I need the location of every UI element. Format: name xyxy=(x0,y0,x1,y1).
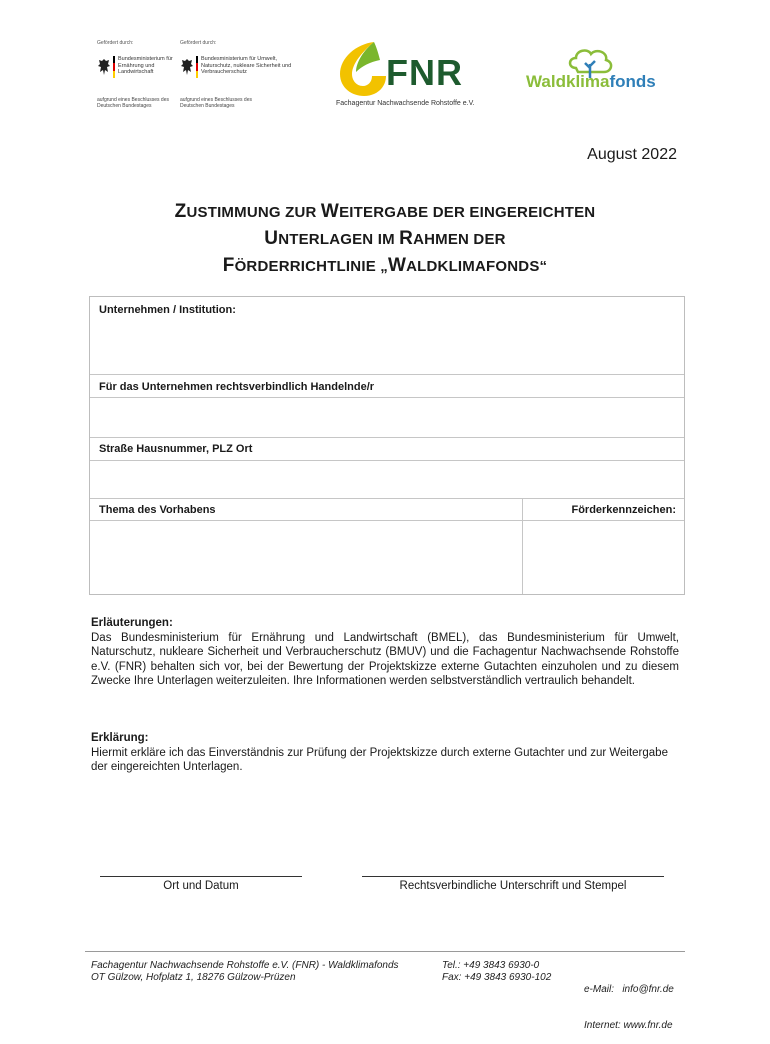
title-line-2 xyxy=(0,226,770,253)
title-initial: R xyxy=(399,228,414,249)
row-divider xyxy=(90,498,684,499)
title-initial: F xyxy=(222,255,235,276)
document-date: August 2022 xyxy=(587,146,677,163)
explanations-text: Das Bundesministerium für Ernährung und Landwirtschaft (BMEL), das Bundesministerium für Umwelt, Naturschutz, nukleare Sicherheit und Verbraucherschutz (BMUV) und die Fachagentur Nachwachsende Rohstoffe e.V. (FNR) behalten sich vor, bei der Bewertung der Projektskizze externe Gutachten einzuholen und zu diesem Zwecke Ihre Unterlagen weiterzuleiten. Ihre Informationen werden selbstverständlich vertraulich behandelt. xyxy=(91,631,679,687)
waldklimafonds-logo xyxy=(526,46,676,96)
title-initial: Z xyxy=(174,201,187,222)
fnr-subtitle: Fachagentur Nachwachsende Rohstoffe e.V. xyxy=(336,100,475,107)
fnr-leaf-icon xyxy=(334,40,390,98)
footer-internet: Internet: www.fnr.de xyxy=(584,1020,673,1031)
declaration-heading: Erklärung: xyxy=(91,732,149,744)
supported-by-label: Gefördert durch: xyxy=(180,40,217,46)
title-initial: W xyxy=(320,201,340,222)
signatory-field[interactable] xyxy=(90,398,684,436)
bmel-logo xyxy=(97,40,173,109)
signature-line[interactable] xyxy=(362,876,664,877)
reference-number-label: Förderkennzeichen: xyxy=(571,504,676,516)
german-flag-icon xyxy=(113,56,115,78)
place-date-label: Ort und Datum xyxy=(163,880,239,892)
title-text: ALDKLIMAFONDS“ xyxy=(406,258,548,275)
signature-label: Rechtsverbindliche Unterschrift und Stempel xyxy=(399,880,627,892)
title-initial: U xyxy=(264,228,279,249)
footer-tel: Tel.: +49 3843 6930-0 xyxy=(442,960,540,971)
consent-form-table xyxy=(89,296,685,595)
title-text: ÖRDERRICHTLINIE „ xyxy=(234,258,388,275)
title-initial: W xyxy=(387,255,407,276)
declaration-text: Hiermit erkläre ich das Einverständnis zur Prüfung der Projektskizze durch externe Gutachter und zur Weitergabe der eingereichten Unterlagen. xyxy=(91,746,668,773)
ministry-name: Bundesministerium für Ernährung und Landwirtschaft xyxy=(118,56,173,75)
footer-email: e-Mail: info@fnr.de xyxy=(584,984,674,995)
explanations-heading: Erläuterungen: xyxy=(91,617,173,629)
footer-contact xyxy=(584,960,674,1044)
supported-by-label: Gefördert durch: xyxy=(97,40,134,46)
footer-divider xyxy=(85,951,685,952)
title-text: AHMEN DER xyxy=(413,231,506,248)
footer-phone xyxy=(442,960,551,984)
bmuv-logo xyxy=(180,40,292,109)
federal-eagle-icon xyxy=(180,57,194,77)
address-field[interactable] xyxy=(90,461,684,497)
footer-address xyxy=(91,960,399,984)
declaration-section xyxy=(91,731,679,775)
page-title xyxy=(0,199,770,280)
federal-eagle-icon xyxy=(97,57,111,77)
reference-number-field[interactable] xyxy=(523,521,684,594)
row-divider xyxy=(90,374,684,375)
row-divider xyxy=(90,437,684,438)
resolution-note: aufgrund eines Beschlusses des Deutschen Bundestages xyxy=(180,97,252,109)
place-date-line[interactable] xyxy=(100,876,302,877)
wordmark-part-fonds: fonds xyxy=(609,72,656,91)
explanations-section xyxy=(91,616,679,689)
title-text: EITERGABE DER EINGEREICHTEN xyxy=(339,204,596,221)
fnr-wordmark: FNR xyxy=(386,52,463,93)
waldklimafonds-wordmark xyxy=(526,72,656,92)
company-field[interactable] xyxy=(90,321,684,373)
company-label: Unternehmen / Institution: xyxy=(99,304,236,316)
german-flag-icon xyxy=(196,56,198,78)
wordmark-part-klima: klima xyxy=(565,72,610,91)
footer-fax: Fax: +49 3843 6930-102 xyxy=(442,972,552,983)
topic-label: Thema des Vorhabens xyxy=(99,504,216,516)
title-line-3 xyxy=(0,253,770,280)
wordmark-part-wald: Wald xyxy=(526,72,566,91)
ministry-name: Bundesministerium für Umwelt, Naturschutz, nukleare Sicherheit und Verbraucherschutz xyxy=(201,56,292,75)
title-line-1 xyxy=(0,199,770,226)
footer-org: Fachagentur Nachwachsende Rohstoffe e.V. (FNR) - Waldklimafonds xyxy=(91,960,399,971)
signatory-label: Für das Unternehmen rechtsverbindlich Handelnde/r xyxy=(99,381,375,393)
footer-street: OT Gülzow, Hofplatz 1, 18276 Gülzow-Prüzen xyxy=(91,972,296,983)
resolution-note: aufgrund eines Beschlusses des Deutschen Bundestages xyxy=(97,97,169,109)
fnr-logo xyxy=(334,38,484,110)
title-text: USTIMMUNG ZUR xyxy=(186,204,321,221)
address-label: Straße Hausnummer, PLZ Ort xyxy=(99,443,253,455)
topic-field[interactable] xyxy=(90,521,521,594)
title-text: NTERLAGEN IM xyxy=(278,231,400,248)
